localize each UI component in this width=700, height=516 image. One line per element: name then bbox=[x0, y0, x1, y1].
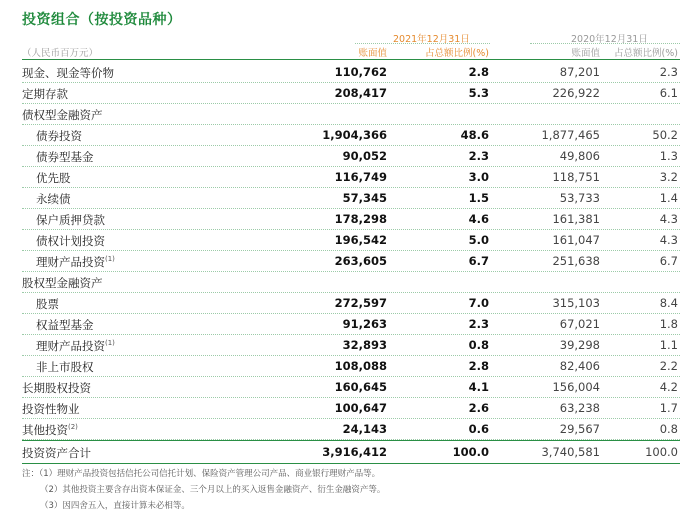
row-label bbox=[22, 86, 68, 102]
cell-value-2021: 208,417 bbox=[334, 86, 387, 100]
cell-value-2020: 315,103 bbox=[552, 296, 600, 310]
row-label-text: 权益型基金 bbox=[36, 318, 94, 332]
cell-ratio-2020: 50.2 bbox=[652, 128, 678, 142]
row-label bbox=[36, 128, 82, 144]
table-row bbox=[0, 398, 700, 419]
cell-ratio-2020: 8.4 bbox=[659, 296, 678, 310]
cell-ratio-2020: 1.3 bbox=[659, 149, 678, 163]
cell-value-2021: 100,647 bbox=[334, 401, 387, 415]
cell-ratio-2021: 2.3 bbox=[468, 317, 489, 331]
row-label bbox=[22, 107, 103, 123]
row-label-text: 股权型金融资产 bbox=[22, 276, 103, 290]
row-label-text: 债券投资 bbox=[36, 129, 82, 143]
header-book-value-2020: 账面值 bbox=[571, 48, 600, 59]
row-label bbox=[36, 254, 115, 270]
row-label bbox=[36, 317, 94, 333]
cell-value-2021: 57,345 bbox=[342, 191, 387, 205]
row-label-text: 投资性物业 bbox=[22, 402, 80, 416]
table-row bbox=[0, 188, 700, 209]
row-label-text: 现金、现金等价物 bbox=[22, 66, 114, 80]
cell-value-2020: 39,298 bbox=[559, 338, 600, 352]
cell-ratio-2020: 6.1 bbox=[659, 86, 678, 100]
row-label bbox=[36, 212, 105, 228]
cell-value-2021: 90,052 bbox=[342, 149, 387, 163]
cell-value-2021: 91,263 bbox=[342, 317, 387, 331]
cell-ratio-2021: 5.3 bbox=[468, 86, 489, 100]
table-row bbox=[0, 230, 700, 251]
header-date-2020: 2020年12月31日 bbox=[571, 34, 648, 45]
row-label-text: 保户质押贷款 bbox=[36, 213, 105, 227]
row-label bbox=[36, 359, 94, 375]
cell-ratio-2021: 0.6 bbox=[468, 422, 489, 436]
cell-value-2021: 108,088 bbox=[334, 359, 387, 373]
cell-ratio-2020: 1.8 bbox=[659, 317, 678, 331]
cell-value-2021: 178,298 bbox=[334, 212, 387, 226]
cell-ratio-2020: 4.2 bbox=[659, 380, 678, 394]
table-row bbox=[0, 335, 700, 356]
table-row bbox=[0, 272, 700, 293]
header-book-value-2021: 账面值 bbox=[358, 48, 387, 59]
footnote-1: 注：（1）理财产品投资包括信托公司信托计划、保险资产管理公司产品、商业银行理财产品等。 bbox=[22, 469, 381, 479]
total-ratio-2021: 100.0 bbox=[452, 445, 489, 459]
cell-ratio-2021: 48.6 bbox=[460, 128, 489, 142]
table-row bbox=[0, 83, 700, 104]
cell-value-2021: 1,904,366 bbox=[322, 128, 387, 142]
total-value-2020: 3,740,581 bbox=[541, 445, 600, 459]
row-label bbox=[36, 191, 71, 207]
header-divider-2020 bbox=[530, 43, 680, 44]
row-label-text: 其他投资 bbox=[22, 423, 68, 437]
cell-ratio-2021: 4.1 bbox=[468, 380, 489, 394]
row-label-text: 优先股 bbox=[36, 171, 71, 185]
table-row bbox=[0, 293, 700, 314]
table-row bbox=[0, 167, 700, 188]
cell-ratio-2020: 4.3 bbox=[659, 233, 678, 247]
row-label bbox=[22, 401, 80, 417]
table-row bbox=[0, 314, 700, 335]
cell-ratio-2021: 2.6 bbox=[468, 401, 489, 415]
cell-ratio-2020: 2.3 bbox=[659, 65, 678, 79]
table-row bbox=[0, 356, 700, 377]
page-title: 投资组合（按投资品种） bbox=[22, 12, 182, 28]
total-bottom-rule bbox=[22, 463, 680, 464]
cell-ratio-2021: 5.0 bbox=[468, 233, 489, 247]
cell-ratio-2021: 4.6 bbox=[468, 212, 489, 226]
table-top-rule bbox=[22, 59, 680, 60]
row-label-text: 理财产品投资 bbox=[36, 255, 105, 269]
cell-ratio-2021: 7.0 bbox=[468, 296, 489, 310]
cell-value-2020: 53,733 bbox=[559, 191, 600, 205]
cell-value-2020: 82,406 bbox=[559, 359, 600, 373]
cell-value-2020: 1,877,465 bbox=[541, 128, 600, 142]
total-top-rule bbox=[22, 440, 680, 441]
cell-ratio-2021: 1.5 bbox=[468, 191, 489, 205]
cell-value-2020: 161,381 bbox=[552, 212, 600, 226]
row-label-text: 定期存款 bbox=[22, 87, 68, 101]
cell-ratio-2021: 6.7 bbox=[468, 254, 489, 268]
cell-ratio-2021: 0.8 bbox=[468, 338, 489, 352]
cell-value-2021: 32,893 bbox=[342, 338, 387, 352]
row-label-text: 债券型基金 bbox=[36, 150, 94, 164]
footnote-marker: (1) bbox=[105, 255, 115, 264]
row-label bbox=[36, 149, 94, 165]
cell-value-2020: 156,004 bbox=[552, 380, 600, 394]
cell-ratio-2020: 1.1 bbox=[659, 338, 678, 352]
header-ratio-2020: 占总额比例(%) bbox=[614, 48, 678, 59]
cell-value-2021: 116,749 bbox=[334, 170, 387, 184]
footnote-2: （2）其他投资主要含存出资本保证金、三个月以上的买入返售金融资产、衍生金融资产等。 bbox=[40, 485, 386, 495]
cell-ratio-2021: 2.8 bbox=[468, 65, 489, 79]
cell-ratio-2020: 4.3 bbox=[659, 212, 678, 226]
header-ratio-2021: 占总额比例(%) bbox=[425, 48, 489, 59]
table-row bbox=[0, 146, 700, 167]
cell-value-2021: 272,597 bbox=[334, 296, 387, 310]
row-label-text: 非上市股权 bbox=[36, 360, 94, 374]
cell-value-2020: 118,751 bbox=[552, 170, 600, 184]
row-label bbox=[36, 233, 105, 249]
footnote-marker: (2) bbox=[68, 423, 78, 432]
row-label-text: 股票 bbox=[36, 297, 59, 311]
cell-value-2020: 67,021 bbox=[559, 317, 600, 331]
footnote-marker: (1) bbox=[105, 339, 115, 348]
total-row bbox=[0, 442, 700, 463]
row-label bbox=[36, 170, 71, 186]
cell-ratio-2020: 2.2 bbox=[659, 359, 678, 373]
cell-value-2020: 161,047 bbox=[552, 233, 600, 247]
cell-value-2020: 29,567 bbox=[559, 422, 600, 436]
table-row bbox=[0, 104, 700, 125]
row-label bbox=[22, 65, 114, 81]
cell-ratio-2020: 1.7 bbox=[659, 401, 678, 415]
cell-value-2021: 110,762 bbox=[334, 65, 387, 79]
table-row bbox=[0, 419, 700, 440]
cell-value-2021: 24,143 bbox=[342, 422, 387, 436]
cell-value-2021: 160,645 bbox=[334, 380, 387, 394]
cell-ratio-2021: 2.3 bbox=[468, 149, 489, 163]
unit-label: （人民币百万元） bbox=[22, 48, 99, 59]
row-label bbox=[36, 296, 59, 312]
row-label-text: 债权型金融资产 bbox=[22, 108, 103, 122]
header-divider-2021 bbox=[355, 43, 490, 44]
total-label: 投资资产合计 bbox=[22, 446, 91, 460]
cell-value-2021: 263,605 bbox=[334, 254, 387, 268]
row-label bbox=[22, 422, 78, 438]
row-label bbox=[22, 275, 103, 291]
cell-value-2021: 196,542 bbox=[334, 233, 387, 247]
total-ratio-2020: 100.0 bbox=[645, 445, 678, 459]
cell-ratio-2020: 0.8 bbox=[659, 422, 678, 436]
cell-value-2020: 87,201 bbox=[559, 65, 600, 79]
table-row bbox=[0, 62, 700, 83]
table-row bbox=[0, 251, 700, 272]
cell-ratio-2020: 1.4 bbox=[659, 191, 678, 205]
row-label bbox=[36, 338, 115, 354]
header-date-2021: 2021年12月31日 bbox=[393, 34, 470, 45]
row-label-text: 债权计划投资 bbox=[36, 234, 105, 248]
table-row bbox=[0, 125, 700, 146]
cell-ratio-2021: 3.0 bbox=[468, 170, 489, 184]
cell-ratio-2020: 6.7 bbox=[659, 254, 678, 268]
table-row bbox=[0, 209, 700, 230]
cell-value-2020: 63,238 bbox=[559, 401, 600, 415]
cell-value-2020: 49,806 bbox=[559, 149, 600, 163]
cell-ratio-2020: 3.2 bbox=[659, 170, 678, 184]
row-label-text: 永续债 bbox=[36, 192, 71, 206]
table-row bbox=[0, 377, 700, 398]
total-value-2021: 3,916,412 bbox=[322, 445, 387, 459]
footnote-3: （3）因四舍五入，直接计算未必相等。 bbox=[40, 501, 190, 511]
cell-value-2020: 251,638 bbox=[552, 254, 600, 268]
row-label-text: 长期股权投资 bbox=[22, 381, 91, 395]
cell-ratio-2021: 2.8 bbox=[468, 359, 489, 373]
row-label-text: 理财产品投资 bbox=[36, 339, 105, 353]
cell-value-2020: 226,922 bbox=[552, 86, 600, 100]
row-label bbox=[22, 380, 91, 396]
